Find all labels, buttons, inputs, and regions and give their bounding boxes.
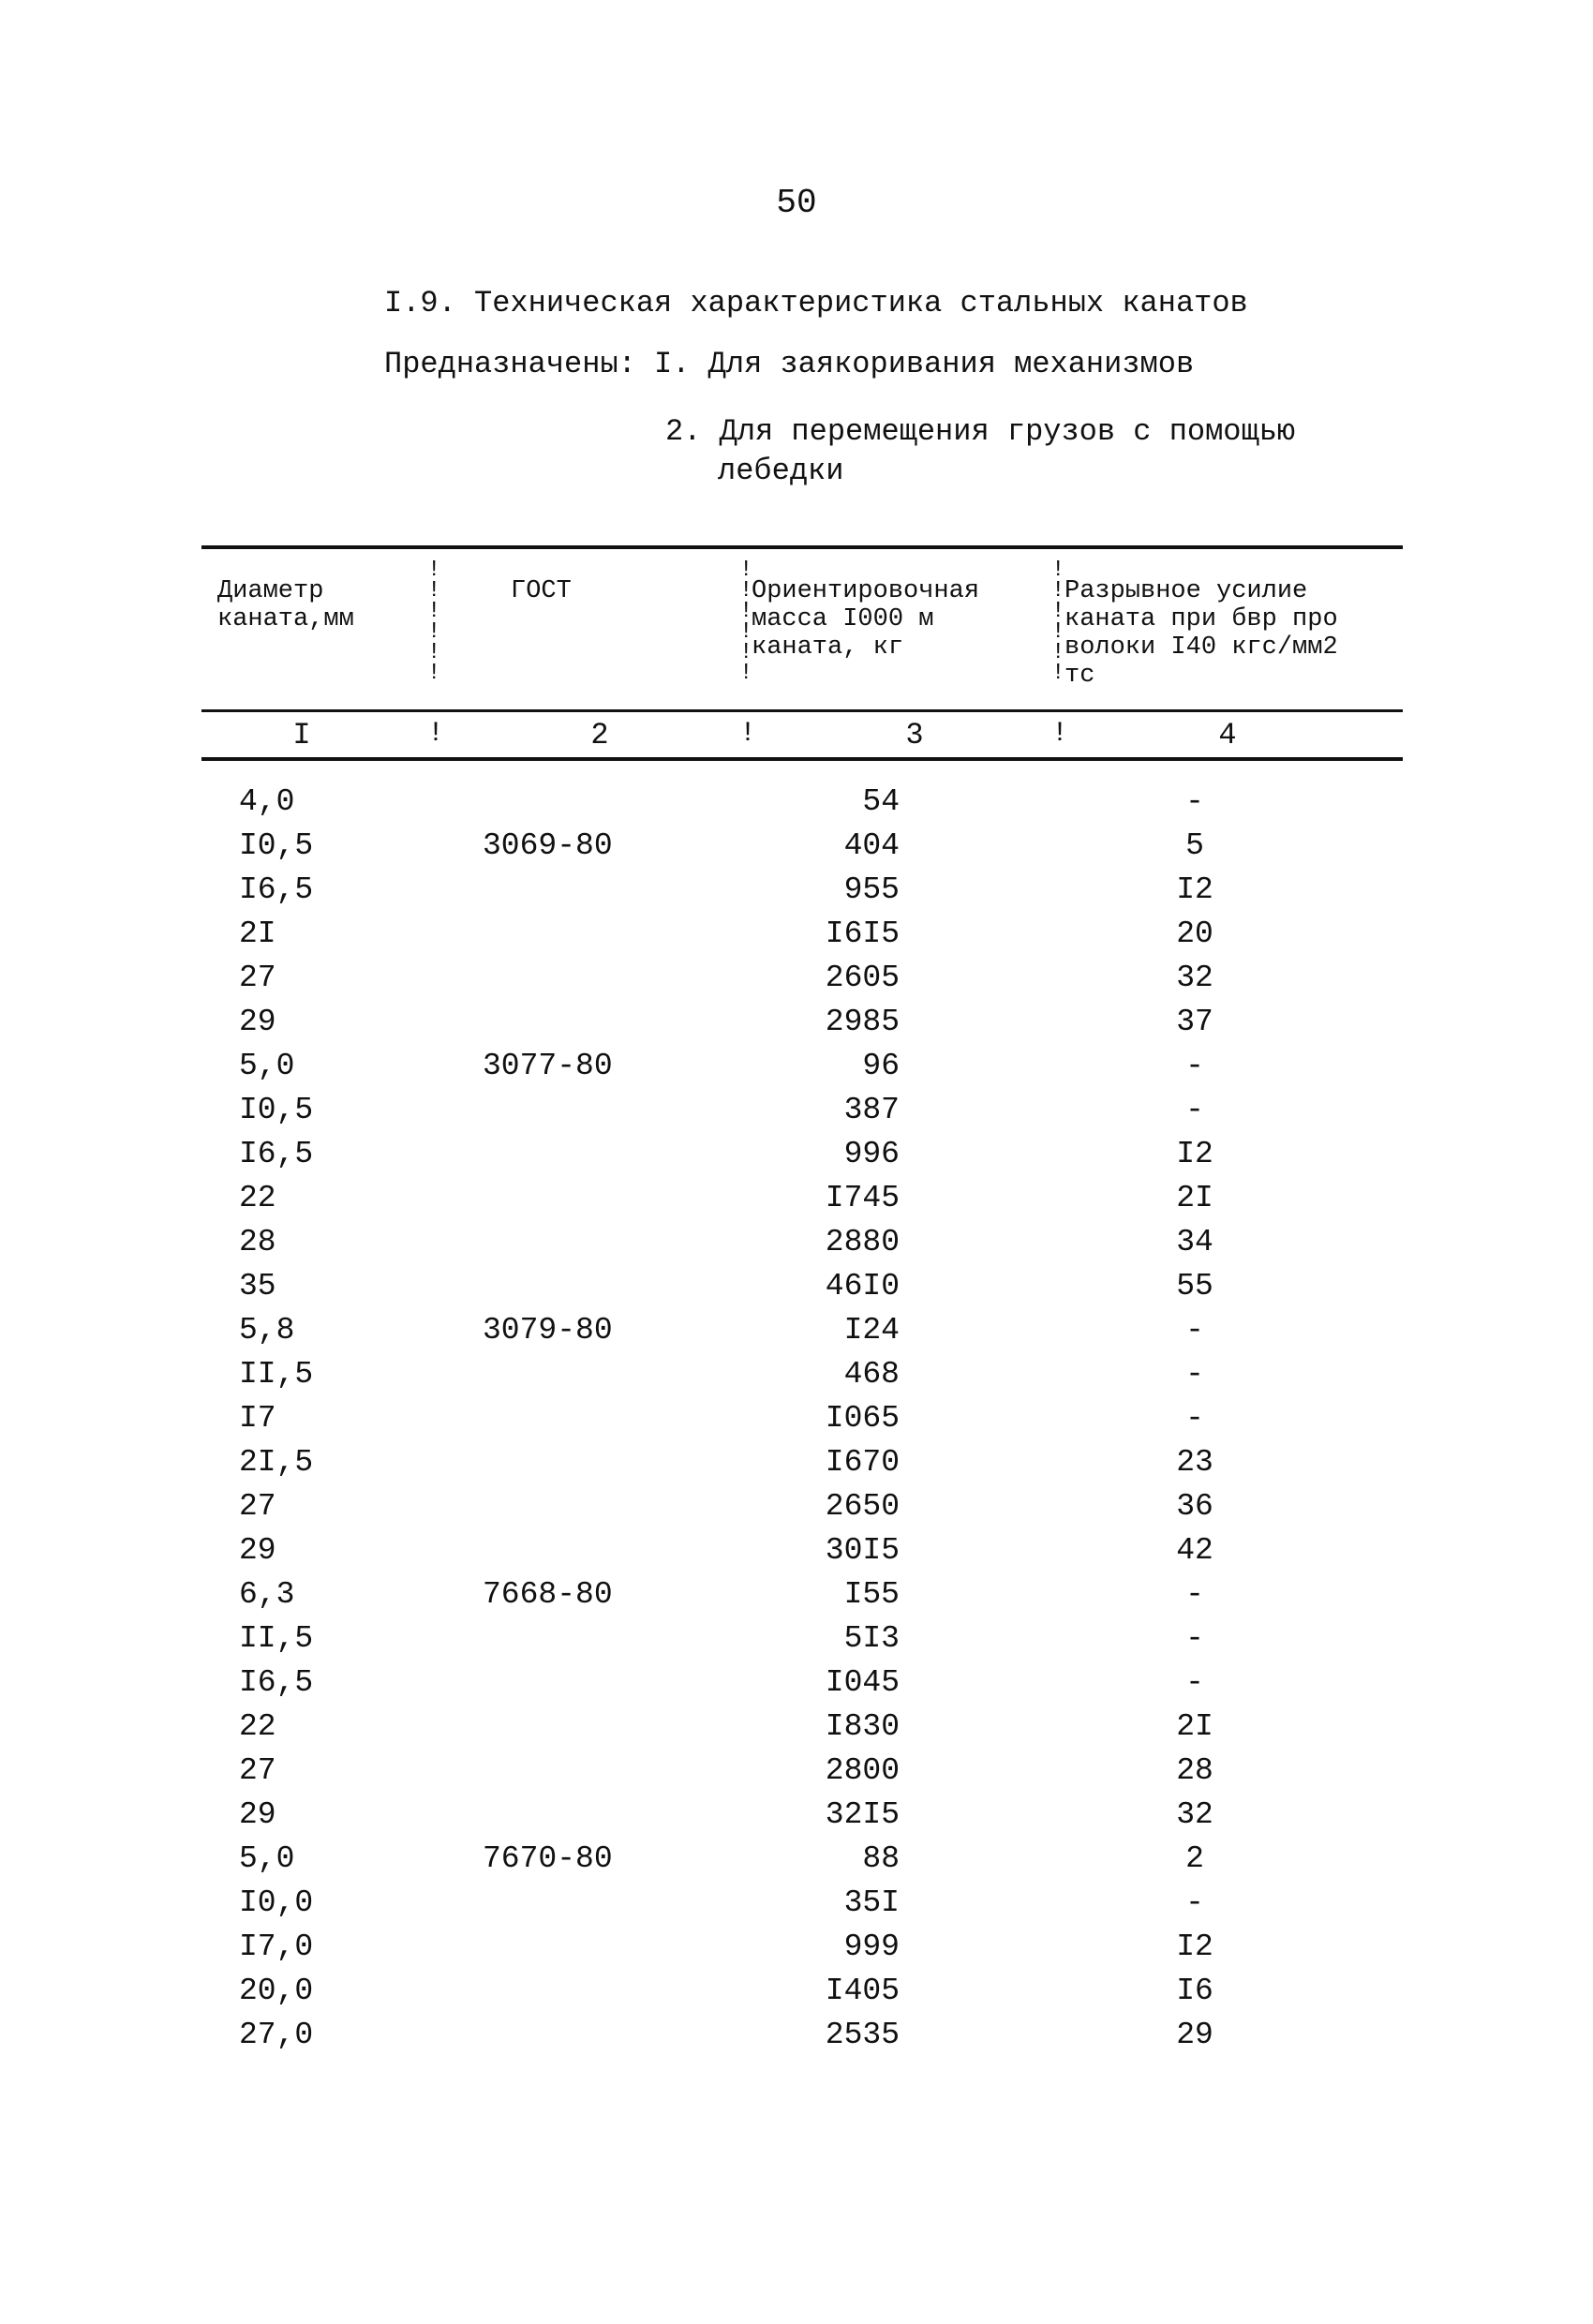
header-gost: ГОСТ: [511, 577, 572, 605]
table-row: [0, 1396, 1593, 1440]
cell-diameter: I7: [239, 1401, 276, 1436]
cell-diameter: 27: [239, 1489, 276, 1524]
cell-diameter: I6,5: [239, 1137, 314, 1171]
cell-mass: 32I5: [825, 1797, 900, 1832]
cell-diameter: 29: [239, 1797, 276, 1832]
cell-mass: I405: [825, 1974, 900, 2008]
cell-mass: 54: [862, 784, 900, 819]
cell-diameter: I6,5: [239, 872, 314, 907]
header-separator: ! ! ! ! ! !: [1051, 558, 1065, 686]
cell-breaking-force: I2: [1176, 1929, 1213, 1964]
cell-breaking-force: 28: [1176, 1753, 1213, 1788]
cell-diameter: I0,5: [239, 828, 314, 863]
cell-diameter: I0,5: [239, 1093, 314, 1127]
cell-gost: 7668-80: [483, 1577, 613, 1612]
cell-diameter: 6,3: [239, 1577, 295, 1612]
table-row: [0, 1925, 1593, 1969]
cell-diameter: 28: [239, 1225, 276, 1259]
table-row: [0, 1881, 1593, 1925]
column-number-separator: !: [739, 718, 757, 750]
cell-breaking-force: -: [1185, 1313, 1204, 1348]
cell-mass: 88: [862, 1841, 900, 1876]
cell-gost: 3069-80: [483, 828, 613, 863]
cell-diameter: I0,0: [239, 1885, 314, 1920]
table-row: [0, 1352, 1593, 1396]
table-row: [0, 1044, 1593, 1088]
cell-diameter: 20,0: [239, 1974, 314, 2008]
cell-breaking-force: 29: [1176, 2018, 1213, 2052]
cell-breaking-force: 2I: [1176, 1709, 1213, 1744]
cell-mass: 35I: [843, 1885, 900, 1920]
cell-breaking-force: -: [1185, 1665, 1204, 1700]
cell-diameter: I7,0: [239, 1929, 314, 1964]
cell-mass: I745: [825, 1181, 900, 1215]
table-row: [0, 868, 1593, 912]
cell-breaking-force: 34: [1176, 1225, 1213, 1259]
table-row: [0, 1969, 1593, 2013]
cell-mass: 2985: [825, 1005, 900, 1039]
table-row: [0, 1572, 1593, 1616]
cell-diameter: 2I,5: [239, 1445, 314, 1480]
cell-breaking-force: 2: [1185, 1841, 1204, 1876]
cell-mass: I6I5: [825, 916, 900, 951]
cell-breaking-force: -: [1185, 1621, 1204, 1656]
table-row: [0, 1616, 1593, 1661]
page-number: 50: [776, 184, 817, 222]
column-number-3: 3: [905, 718, 924, 752]
table-row: [0, 1837, 1593, 1881]
cell-breaking-force: I6: [1176, 1974, 1213, 2008]
cell-breaking-force: 20: [1176, 916, 1213, 951]
cell-gost: 7670-80: [483, 1841, 613, 1876]
cell-mass: I045: [825, 1665, 900, 1700]
cell-mass: 96: [862, 1049, 900, 1083]
cell-breaking-force: -: [1185, 784, 1204, 819]
column-number-2: 2: [590, 718, 609, 752]
column-number-1: I: [292, 718, 311, 752]
cell-gost: 3079-80: [483, 1313, 613, 1348]
cell-mass: 30I5: [825, 1533, 900, 1568]
header-separator: ! ! ! ! ! !: [739, 558, 753, 686]
cell-breaking-force: 23: [1176, 1445, 1213, 1480]
table-row: [0, 912, 1593, 956]
purpose-item-2-line-2: лебедки: [718, 454, 844, 488]
cell-breaking-force: I2: [1176, 872, 1213, 907]
table-row: [0, 956, 1593, 1000]
column-number-4: 4: [1218, 718, 1237, 752]
cell-mass: 2800: [825, 1753, 900, 1788]
cell-mass: I670: [825, 1445, 900, 1480]
cell-breaking-force: 32: [1176, 961, 1213, 995]
cell-diameter: 22: [239, 1181, 276, 1215]
table-row: [0, 1264, 1593, 1308]
cell-breaking-force: 55: [1176, 1269, 1213, 1304]
cell-mass: 2880: [825, 1225, 900, 1259]
header-diameter: Диаметр каната,мм: [217, 577, 354, 633]
cell-diameter: 27: [239, 961, 276, 995]
cell-mass: 955: [843, 872, 900, 907]
cell-mass: I065: [825, 1401, 900, 1436]
cell-mass: I55: [843, 1577, 900, 1612]
purpose-label: Предназначены:: [384, 347, 636, 381]
cell-breaking-force: -: [1185, 1093, 1204, 1127]
cell-breaking-force: 5: [1185, 828, 1204, 863]
purpose-item-2-line-1: 2. Для перемещения грузов с помощью: [665, 414, 1296, 449]
table-row: [0, 1749, 1593, 1793]
cell-breaking-force: -: [1185, 1577, 1204, 1612]
cell-breaking-force: I2: [1176, 1137, 1213, 1171]
cell-mass: 46I0: [825, 1269, 900, 1304]
column-number-separator: !: [1051, 718, 1069, 750]
purpose-line-1: [384, 347, 1194, 381]
cell-breaking-force: 42: [1176, 1533, 1213, 1568]
table-body: [0, 780, 1593, 2057]
table-row: [0, 1088, 1593, 1132]
cell-gost: 3077-80: [483, 1049, 613, 1083]
cell-diameter: II,5: [239, 1357, 314, 1392]
cell-mass: I24: [843, 1313, 900, 1348]
header-breaking-force: Разрывное усилие каната при бвр про волоки I40 кгс/мм2 тс: [1064, 577, 1338, 690]
table-row: [0, 1528, 1593, 1572]
table-row: [0, 1705, 1593, 1749]
table-row: [0, 1132, 1593, 1176]
cell-mass: 387: [843, 1093, 900, 1127]
table-row: [0, 1176, 1593, 1220]
table-row: [0, 1484, 1593, 1528]
cell-diameter: 29: [239, 1005, 276, 1039]
purpose-item-2: [665, 412, 1295, 491]
cell-diameter: 5,0: [239, 1049, 295, 1083]
cell-mass: 404: [843, 828, 900, 863]
table-row: [0, 2013, 1593, 2057]
header-separator: ! ! ! ! ! !: [427, 558, 441, 686]
cell-mass: 996: [843, 1137, 900, 1171]
cell-breaking-force: 36: [1176, 1489, 1213, 1524]
cell-breaking-force: 32: [1176, 1797, 1213, 1832]
table-row: [0, 1661, 1593, 1705]
cell-breaking-force: -: [1185, 1049, 1204, 1083]
cell-diameter: 35: [239, 1269, 276, 1304]
cell-breaking-force: -: [1185, 1357, 1204, 1392]
section-title: I.9. Техническая характеристика стальных канатов: [384, 286, 1248, 320]
cell-breaking-force: 37: [1176, 1005, 1213, 1039]
cell-mass: 2650: [825, 1489, 900, 1524]
table-row: [0, 1440, 1593, 1484]
table-row: [0, 1308, 1593, 1352]
table-row: [0, 780, 1593, 824]
cell-breaking-force: 2I: [1176, 1181, 1213, 1215]
table-top-rule: [201, 545, 1403, 549]
cell-breaking-force: -: [1185, 1401, 1204, 1436]
cell-diameter: 27: [239, 1753, 276, 1788]
column-number-separator: !: [427, 718, 445, 750]
cell-mass: 2605: [825, 961, 900, 995]
cell-diameter: 27,0: [239, 2018, 314, 2052]
cell-diameter: II,5: [239, 1621, 314, 1656]
cell-mass: I830: [825, 1709, 900, 1744]
cell-diameter: 5,8: [239, 1313, 295, 1348]
cell-diameter: 22: [239, 1709, 276, 1744]
table-row: [0, 1220, 1593, 1264]
cell-diameter: 5,0: [239, 1841, 295, 1876]
cell-mass: 2535: [825, 2018, 900, 2052]
cell-diameter: I6,5: [239, 1665, 314, 1700]
table-row: [0, 824, 1593, 868]
column-number-rule: [201, 757, 1403, 761]
purpose-item-1: I. Для заякоривания механизмов: [654, 347, 1195, 381]
table-row: [0, 1793, 1593, 1837]
cell-mass: 999: [843, 1929, 900, 1964]
header-mass: Ориентировочная масса I000 м каната, кг: [752, 577, 980, 662]
cell-mass: 5I3: [843, 1621, 900, 1656]
header-rule: [201, 709, 1403, 712]
cell-mass: 468: [843, 1357, 900, 1392]
cell-diameter: 4,0: [239, 784, 295, 819]
cell-breaking-force: -: [1185, 1885, 1204, 1920]
table-row: [0, 1000, 1593, 1044]
cell-diameter: 29: [239, 1533, 276, 1568]
cell-diameter: 2I: [239, 916, 276, 951]
